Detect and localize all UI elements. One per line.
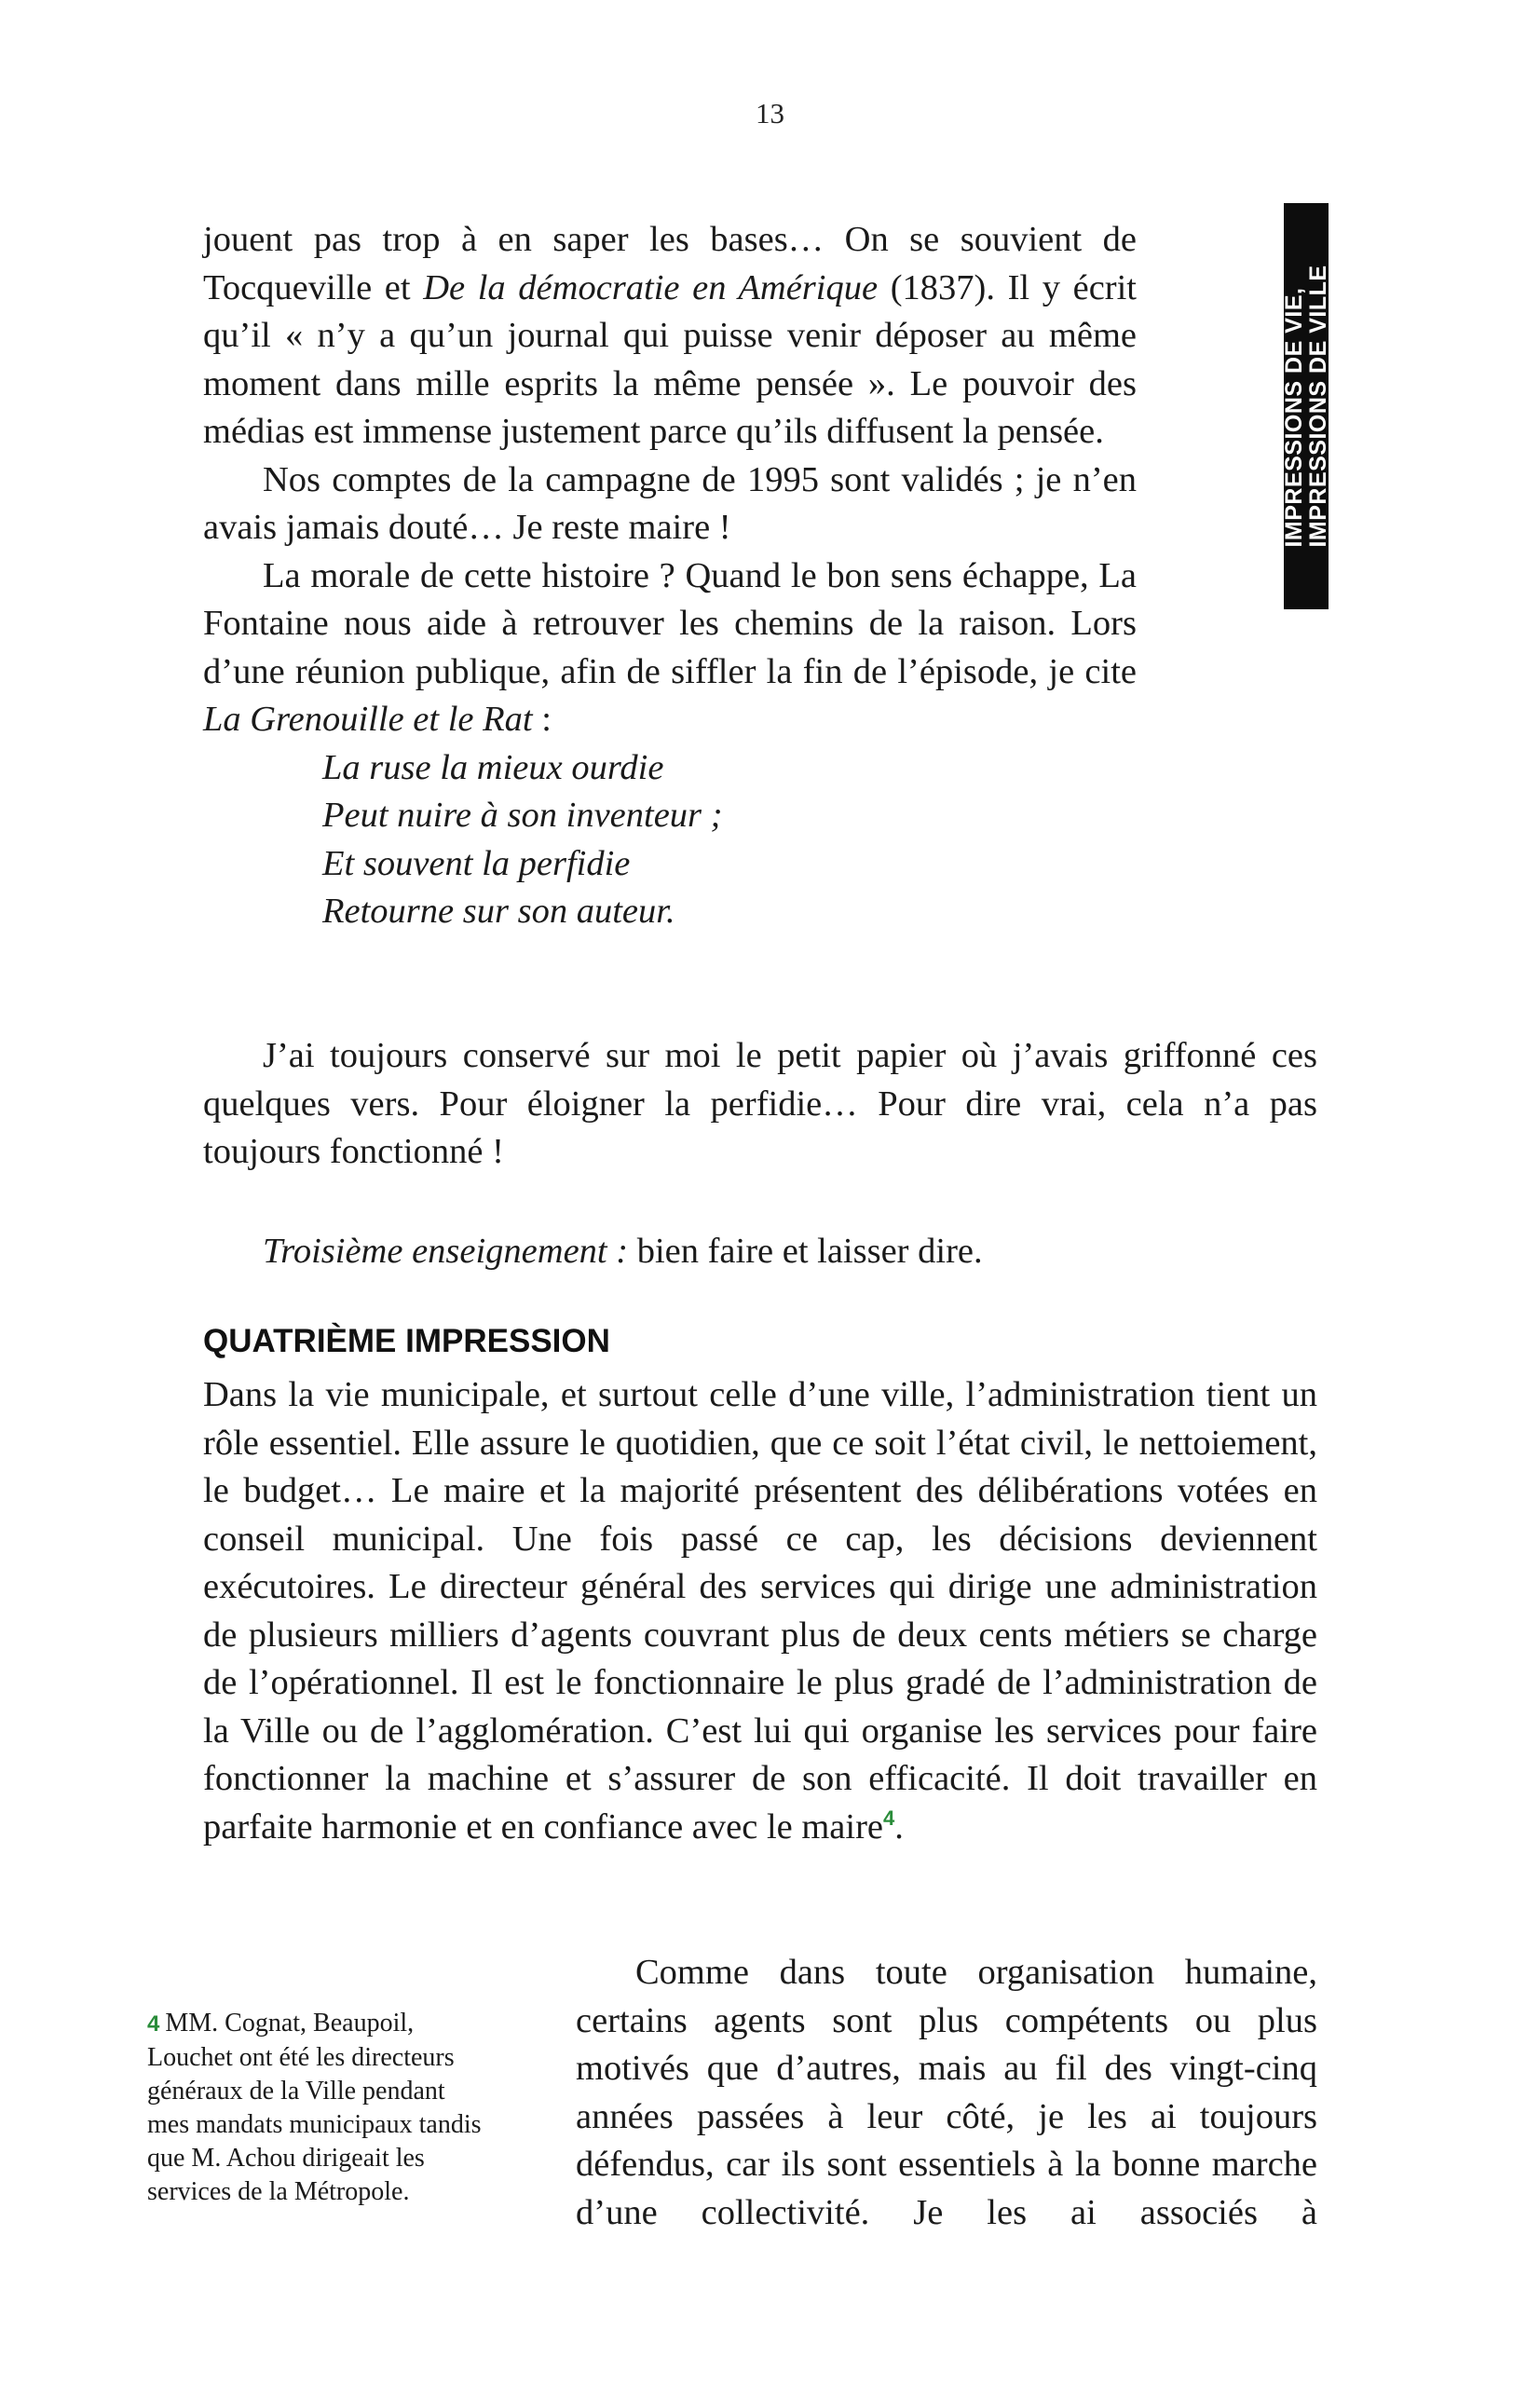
paragraph-text: . <box>894 1806 904 1847</box>
paragraph-text: jouent pas trop à en saper les bases… On se souvient de Tocqueville et <box>203 220 1137 307</box>
verse-line: Peut nuire à son inventeur ; <box>322 796 723 835</box>
paragraph-tocqueville <box>203 216 1137 457</box>
paragraph-block <box>203 1371 1317 1851</box>
paragraph-moral <box>203 552 1137 744</box>
paragraph-text: (1837). Il y écrit qu’il « n’y a qu’un journal qui puisse venir déposer au même moment dans mille esprits la même pensée ». Le pouvoir des médias est immense justement parce qu’ils diffusent la pensée. <box>203 267 1137 451</box>
section-tab-line-1: IMPRESSIONS DE VIE, <box>1281 287 1307 548</box>
footnote <box>147 2007 492 2209</box>
lesson-label: Troisième enseignement : <box>263 1232 629 1271</box>
page-number: 13 <box>756 97 784 129</box>
verse-quote <box>203 744 1137 936</box>
section-tab <box>1281 203 1331 609</box>
paragraph-text: La morale de cette histoire ? Quand le bon sens échappe, La Fontaine nous aide à retrouver les chemins de la raison. Lors d’une réunion publique, afin de siffler la fin de l’épisode, je cite <box>203 555 1137 691</box>
paragraph-paper: J’ai toujours conservé sur moi le petit papier où j’avais griffonné ces quelques vers. Pour éloigner la perfidie… Pour dire vrai, cela n’a pas toujours fonctionné ! <box>203 1036 1317 1171</box>
section-tab-label <box>1282 265 1330 547</box>
verse-line: Et souvent la perfidie <box>322 843 631 883</box>
footnote-reference[interactable]: 4 <box>883 1806 895 1830</box>
lesson-text: bien faire et laisser dire. <box>628 1232 983 1271</box>
paragraph-text: Dans la vie municipale, et surtout celle d’une ville, l’administration tient un rôle essentiel. Elle assure le quotidien, que ce soit l’état civil, le nettoiement, le budget… Le maire et la majorité présentent des délibérations votées en conseil municipal. Une fois passé ce cap, les décisions deviennent exécutoires. Le directeur général des services qui dirige une administration de plusieurs milliers d’agents couvrant plus de deux cents métiers se charge de l’opérationnel. Il est le fonctionnaire le plus gradé de l’administration de la Ville ou de l’agglomération. C’est lui qui organise les services pour faire fonctionner la machine et s’assurer de son efficacité. Il doit travailler en parfaite harmonie et en confiance avec le maire <box>203 1375 1317 1847</box>
main-text-column <box>203 216 1137 936</box>
paragraph-administration <box>203 1371 1317 1851</box>
paragraph-block <box>203 1032 1317 1177</box>
lesson-line <box>203 1228 1317 1276</box>
verse-line: La ruse la mieux ourdie <box>322 747 664 787</box>
verse-line: Retourne sur son auteur. <box>322 892 675 931</box>
right-text-column <box>576 1949 1317 2237</box>
lesson-block <box>203 1228 1317 1276</box>
book-title: De la démocratie en Amérique <box>423 267 879 307</box>
section-heading: QUATRIÈME IMPRESSION <box>203 1323 610 1359</box>
paragraph-campaign: Nos comptes de la campagne de 1995 sont validés ; je n’en avais jamais douté… Je reste maire ! <box>203 459 1137 547</box>
paragraph-agents: Comme dans toute organisation humaine, certains agents sont plus compétents ou plus motivés que d’autres, mais au fil des vingt-cinq années passées à leur côté, je les ai toujours défendus, car ils sont essentiels à la bonne marche d’une collectivité. Je les ai associés à <box>576 1953 1317 2232</box>
fable-title: La Grenouille et le Rat <box>203 700 533 739</box>
section-tab-line-2: IMPRESSIONS DE VILLE <box>1305 265 1331 548</box>
footnote-text: MM. Cognat, Beaupoil, Louchet ont été les directeurs généraux de la Ville pendant mes mandats municipaux tandis que M. Achou dirigeait les services de la Métropole. <box>147 2009 482 2206</box>
footnote-number: 4 <box>147 2011 160 2037</box>
paragraph-text: : <box>532 700 552 739</box>
